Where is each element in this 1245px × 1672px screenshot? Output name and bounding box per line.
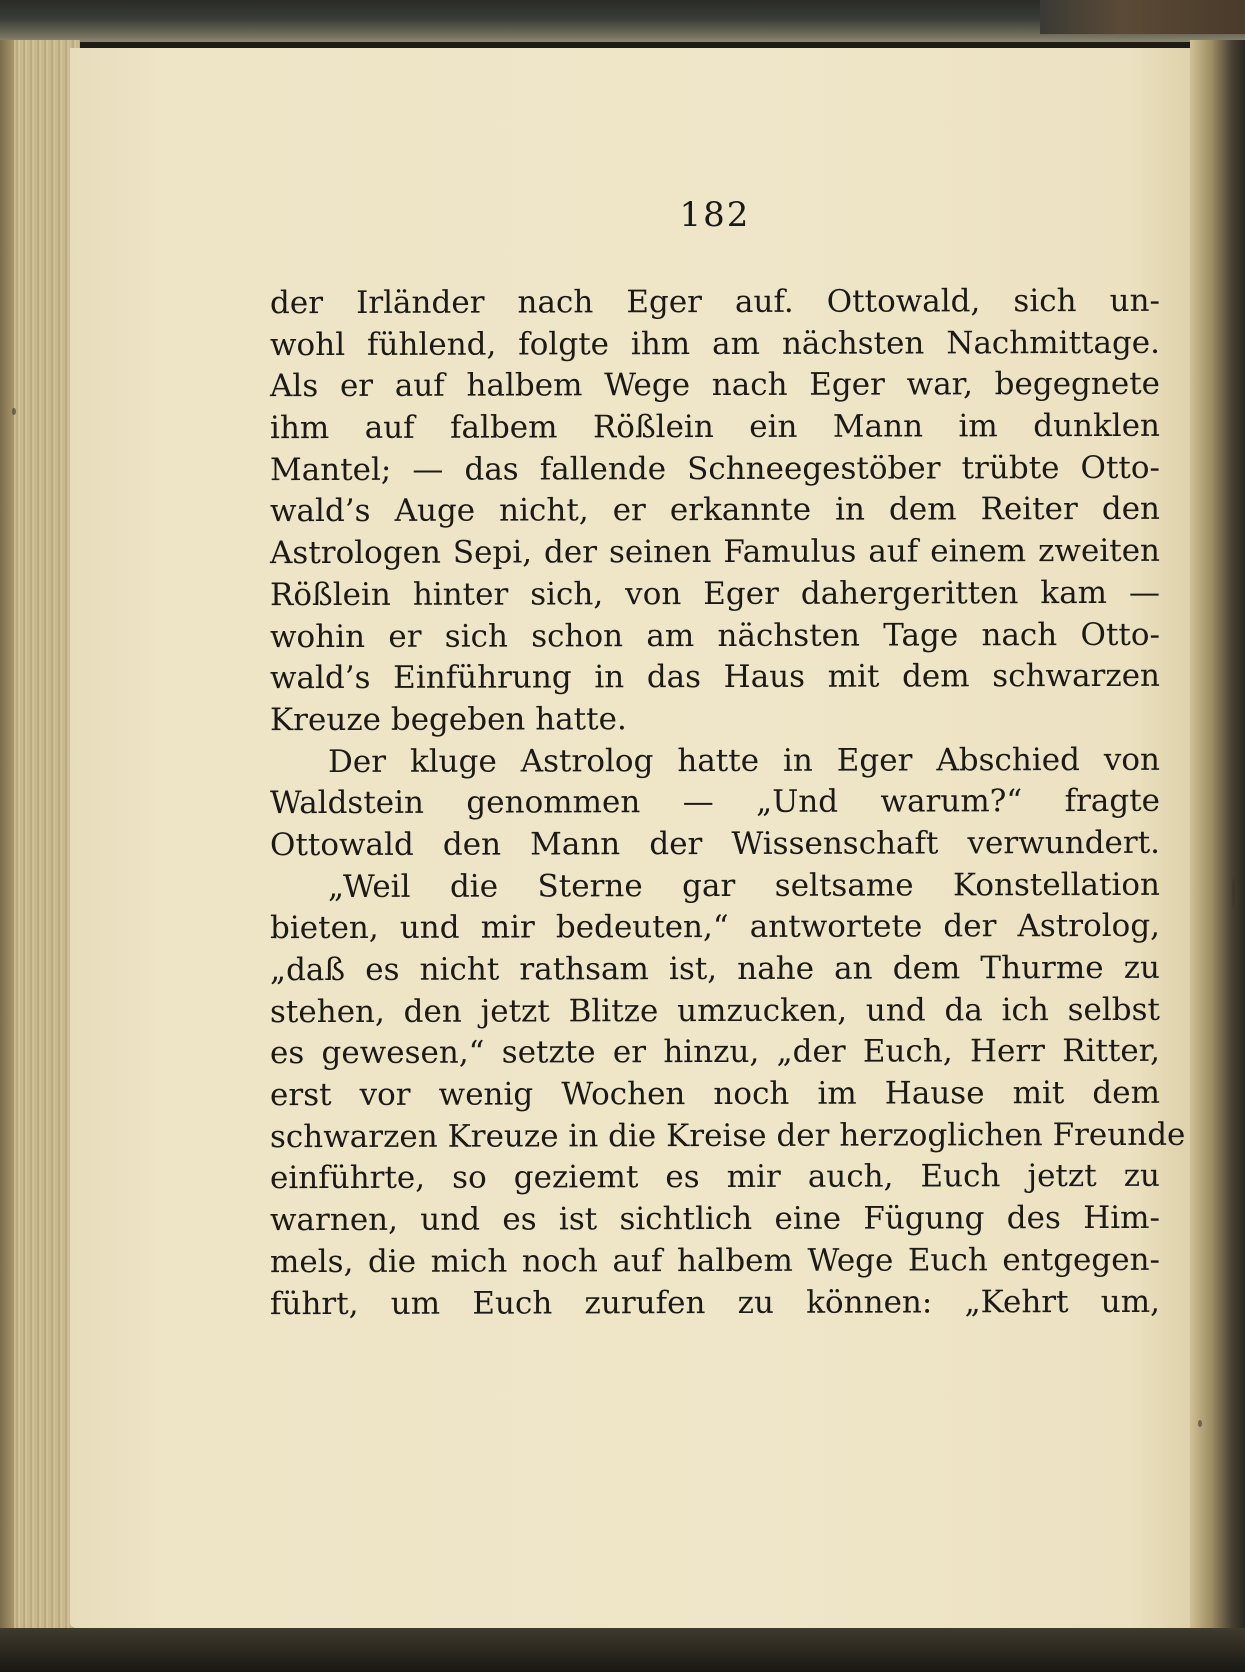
ink-speck [1232, 878, 1235, 908]
text-line: Kreuze begeben hatte. [269, 701, 627, 739]
text-line: wohl fühlend, folgte ihm am nächsten Nachmittage. [269, 324, 1161, 363]
text-line: wald’s Auge nicht, er erkannte in dem Reiter den [269, 491, 1161, 530]
text-line: Der kluge Astrolog hatte in Eger Abschied von [327, 741, 1161, 780]
text-line: führt, um Euch zurufen zu können: „Kehrt um, [269, 1283, 1161, 1322]
ink-speck [1198, 1420, 1202, 1427]
text-line: „daß es nicht rathsam ist, nahe an dem Thurme zu [269, 949, 1161, 989]
text-line: der Irländer nach Eger auf. Ottowald, sich un- [269, 282, 1161, 322]
binding-gutter [1190, 40, 1245, 1640]
text-line: Astrologen Sepi, der seinen Famulus auf einem zweiten [269, 532, 1161, 572]
book-cover-bottom-edge [0, 1628, 1245, 1672]
cover-wear [1040, 0, 1245, 34]
text-line: bieten, und mir bedeuten,“ antwortete der Astrolog, [269, 908, 1161, 947]
text-line: Mantel; — das fallende Schneegestöber trübte Otto- [269, 449, 1161, 488]
text-line: schwarzen Kreuze in die Kreise der herzoglichen Freunde [269, 1116, 1186, 1155]
text-line: Als er auf halbem Wege nach Eger war, begegnete [269, 366, 1161, 405]
text-line: warnen, und es ist sichtlich eine Fügung des Him- [269, 1199, 1161, 1239]
text-line: Ottowald den Mann der Wissenschaft verwundert. [269, 824, 1161, 864]
text-line: wald’s Einführung in das Haus mit dem schwarzen [269, 658, 1161, 697]
text-line: Waldstein genommen — „Und warum?“ fragte [269, 783, 1161, 822]
page-number: 182 [679, 195, 751, 235]
text-line: ihm auf falbem Rößlein ein Mann im dunklen [269, 407, 1161, 447]
page-edge-shadow [0, 40, 14, 1630]
text-line: mels, die mich noch auf halbem Wege Euch entgegen- [269, 1241, 1161, 1280]
ink-speck [12, 408, 16, 415]
text-line: einführte, so geziemt es mir auch, Euch jetzt zu [269, 1158, 1161, 1197]
text-line: es gewesen,“ setzte er hinzu, „der Euch, Herr Ritter, [269, 1033, 1161, 1072]
text-line: „Weil die Sterne gar seltsame Konstellation [327, 866, 1161, 905]
text-line: Rößlein hinter sich, von Eger dahergeritten kam — [269, 574, 1161, 613]
body-text [269, 282, 1186, 1324]
text-line: wohin er sich schon am nächsten Tage nach Otto- [269, 616, 1161, 655]
text-line: stehen, den jetzt Blitze umzucken, und da ich selbst [269, 991, 1161, 1030]
text-line: erst vor wenig Wochen noch im Hause mit dem [269, 1074, 1161, 1114]
